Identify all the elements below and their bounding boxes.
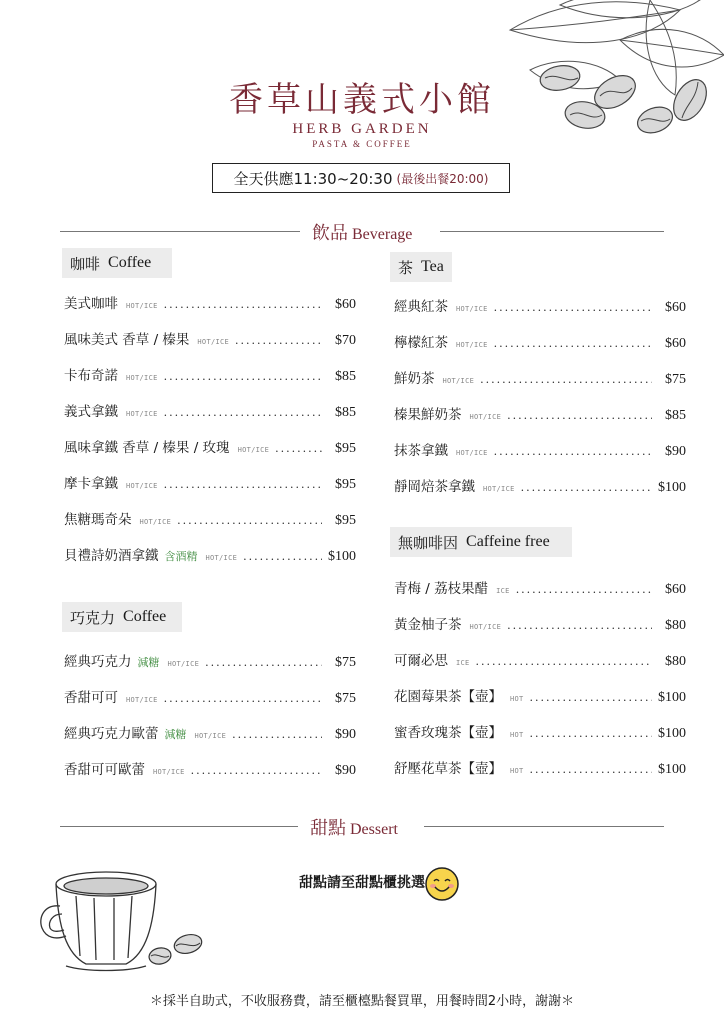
tea-list <box>394 295 686 497</box>
menu-item: 貝禮詩奶酒拿鐵 含酒精 HOT/ICE ..... $100 <box>64 544 356 566</box>
menu-item: 美式咖啡 HOT/ICE ..... $60 <box>64 292 356 314</box>
menu-item: 舒壓花草茶【壺】 HOT ..... $100 <box>394 757 686 779</box>
category-caffeine-free: 無咖啡因 Caffeine free <box>390 527 572 557</box>
menu-item: 可爾必思 ICE ..... $80 <box>394 649 686 671</box>
restaurant-name-zh: 香草山義式小館 <box>229 80 495 120</box>
menu-item: 花園莓果茶【壺】 HOT ..... $100 <box>394 685 686 707</box>
menu-item: 香甜可可歐蕾 HOT/ICE ..... $90 <box>64 758 356 780</box>
restaurant-name-en: HERB GARDEN <box>292 121 432 137</box>
dessert-divider-right <box>424 826 664 827</box>
opening-hours-box <box>212 163 510 193</box>
menu-item: 抹茶拿鐵 HOT/ICE ..... $90 <box>394 439 686 461</box>
chocolate-list <box>64 650 356 780</box>
menu-item: 香甜可可 HOT/ICE ..... $75 <box>64 686 356 708</box>
dessert-divider-left <box>60 826 298 827</box>
menu-item: 經典紅茶 HOT/ICE ..... $60 <box>394 295 686 317</box>
category-tea: 茶 Tea <box>390 252 452 282</box>
menu-item: 鮮奶茶 HOT/ICE ..... $75 <box>394 367 686 389</box>
menu-item: 摩卡拿鐵 HOT/ICE ..... $95 <box>64 472 356 494</box>
menu-item: 檸檬紅茶 HOT/ICE ..... $60 <box>394 331 686 353</box>
restaurant-tagline: PASTA & COFFEE <box>312 139 412 149</box>
menu-item: 蜜香玫瑰茶【壺】 HOT ..... $100 <box>394 721 686 743</box>
menu-item: 經典巧克力 減糖 HOT/ICE ..... $75 <box>64 650 356 672</box>
menu-item: 風味美式 香草 / 榛果 HOT/ICE ..... $70 <box>64 328 356 350</box>
last-order-note: (最後出餐20:00) <box>396 171 489 186</box>
menu-item: 風味拿鐵 香草 / 榛果 / 玫瑰 HOT/ICE ..... $95 <box>64 436 356 458</box>
beverage-divider-right <box>440 231 664 232</box>
beverage-section-title: 飲品 Beverage <box>312 223 413 244</box>
caffeine-free-list <box>394 577 686 779</box>
coffee-cup-illustration <box>36 866 216 976</box>
category-coffee: 咖啡 Coffee <box>62 248 172 278</box>
beverage-divider-left <box>60 231 300 232</box>
smiley-icon <box>424 866 460 902</box>
coffee-list <box>64 292 356 566</box>
menu-item: 榛果鮮奶茶 HOT/ICE ..... $85 <box>394 403 686 425</box>
opening-hours: 全天供應11:30~20:30 <box>233 169 393 188</box>
category-chocolate: 巧克力 Coffee <box>62 602 182 632</box>
menu-item: 青梅 / 荔枝果醋 ICE ..... $60 <box>394 577 686 599</box>
menu-item: 黃金柚子茶 HOT/ICE ..... $80 <box>394 613 686 635</box>
menu-item: 經典巧克力歐蕾 減糖 HOT/ICE ..... $90 <box>64 722 356 744</box>
dessert-note: 甜點請至甜點櫃挑選 <box>299 875 425 891</box>
service-note-footer: ＊採半自助式，不收服務費，請至櫃檯點餐買單，用餐時間2小時，謝謝＊ <box>149 994 575 1009</box>
menu-item: 焦糖瑪奇朵 HOT/ICE ..... $95 <box>64 508 356 530</box>
menu-item: 義式拿鐵 HOT/ICE ..... $85 <box>64 400 356 422</box>
dessert-section-title: 甜點 Dessert <box>310 818 398 839</box>
menu-item: 靜岡焙茶拿鐵 HOT/ICE ..... $100 <box>394 475 686 497</box>
menu-item: 卡布奇諾 HOT/ICE ..... $85 <box>64 364 356 386</box>
